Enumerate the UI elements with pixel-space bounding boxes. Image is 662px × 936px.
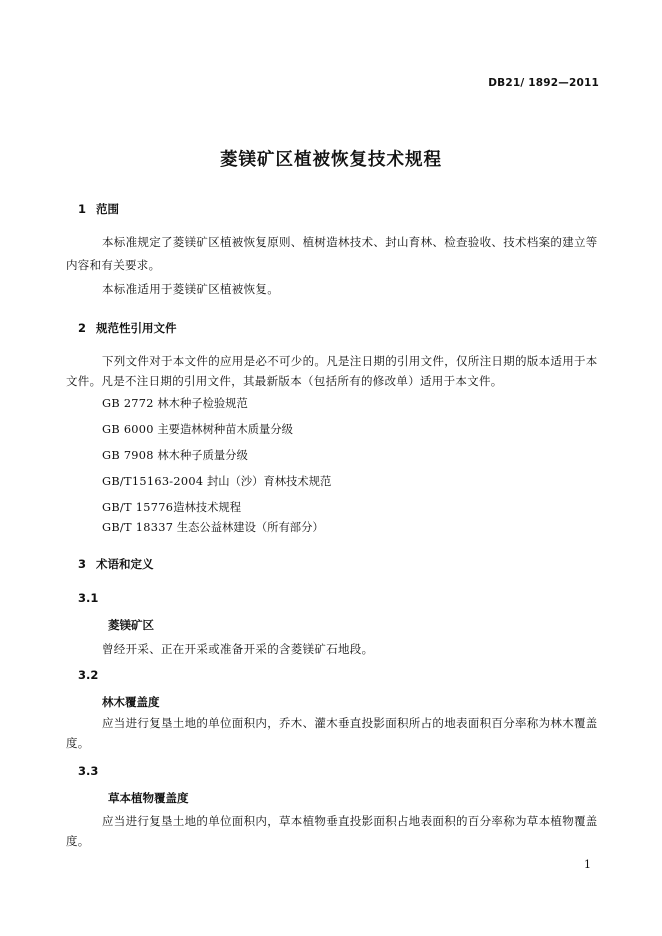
reference-code: GB 2772 <box>102 397 154 410</box>
section-3-heading <box>78 556 154 572</box>
section-1-paragraph-1: 本标准规定了菱镁矿区植被恢复原则、植树造林技术、封山育林、检查验收、技术档案的建立等内容和有关要求。 <box>66 235 598 272</box>
reference-title: 主要造林树种苗木质量分级 <box>157 423 293 436</box>
reference-title: 林木种子检验规范 <box>157 397 248 410</box>
term-name: 草本植物覆盖度 <box>108 791 189 805</box>
reference-code: GB 6000 <box>102 423 154 436</box>
reference-title: 林木种子质量分级 <box>157 449 248 462</box>
section-title: 术语和定义 <box>96 557 154 571</box>
term-number: 3.3 <box>78 764 99 778</box>
reference-title: 造林技术规程 <box>173 501 241 514</box>
section-1-heading <box>78 201 119 217</box>
term-name: 林木覆盖度 <box>102 695 160 709</box>
section-title: 范围 <box>96 202 119 216</box>
section-title: 规范性引用文件 <box>96 321 177 335</box>
term-number: 3.1 <box>78 591 99 605</box>
document-title: 菱镁矿区植被恢复技术规程 <box>220 150 442 170</box>
reference-code: GB/T15163-2004 <box>102 475 204 488</box>
reference-code: GB/T 15776 <box>102 501 174 514</box>
reference-item <box>102 499 241 515</box>
reference-item <box>102 473 331 489</box>
term-definition: 曾经开采、正在开采或准备开采的含菱镁矿石地段。 <box>102 642 374 656</box>
section-1-paragraph-2: 本标准适用于菱镁矿区植被恢复。 <box>102 282 279 296</box>
reference-title: 封山（沙）育林技术规范 <box>206 475 332 488</box>
reference-title: 生态公益林建设（所有部分） <box>176 521 324 534</box>
term-definition: 应当进行复垦土地的单位面积内，乔木、灌木垂直投影面积所占的地表面积百分率称为林木覆盖度。 <box>66 716 598 750</box>
section-2-heading <box>78 320 177 336</box>
term-number: 3.2 <box>78 668 99 682</box>
term-name: 菱镁矿区 <box>108 618 154 632</box>
reference-item <box>102 421 293 437</box>
page-number: 1 <box>584 858 591 871</box>
reference-item <box>102 395 248 411</box>
term-definition: 应当进行复垦土地的单位面积内，草本植物垂直投影面积占地表面积的百分率称为草本植物覆盖度。 <box>66 814 598 848</box>
reference-code: GB/T 18337 <box>102 521 174 534</box>
standard-code: DB21/ 1892—2011 <box>488 77 599 89</box>
section-2-paragraph-1: 下列文件对于本文件的应用是必不可少的。凡是注日期的引用文件，仅所注日期的版本适用于本文件。凡是不注日期的引用文件，其最新版本（包括所有的修改单）适用于本文件。 <box>66 354 598 388</box>
reference-item <box>102 519 324 535</box>
section-number: 3 <box>78 557 87 571</box>
section-number: 2 <box>78 321 87 335</box>
reference-code: GB 7908 <box>102 449 154 462</box>
section-number: 1 <box>78 202 87 216</box>
reference-item <box>102 447 248 463</box>
